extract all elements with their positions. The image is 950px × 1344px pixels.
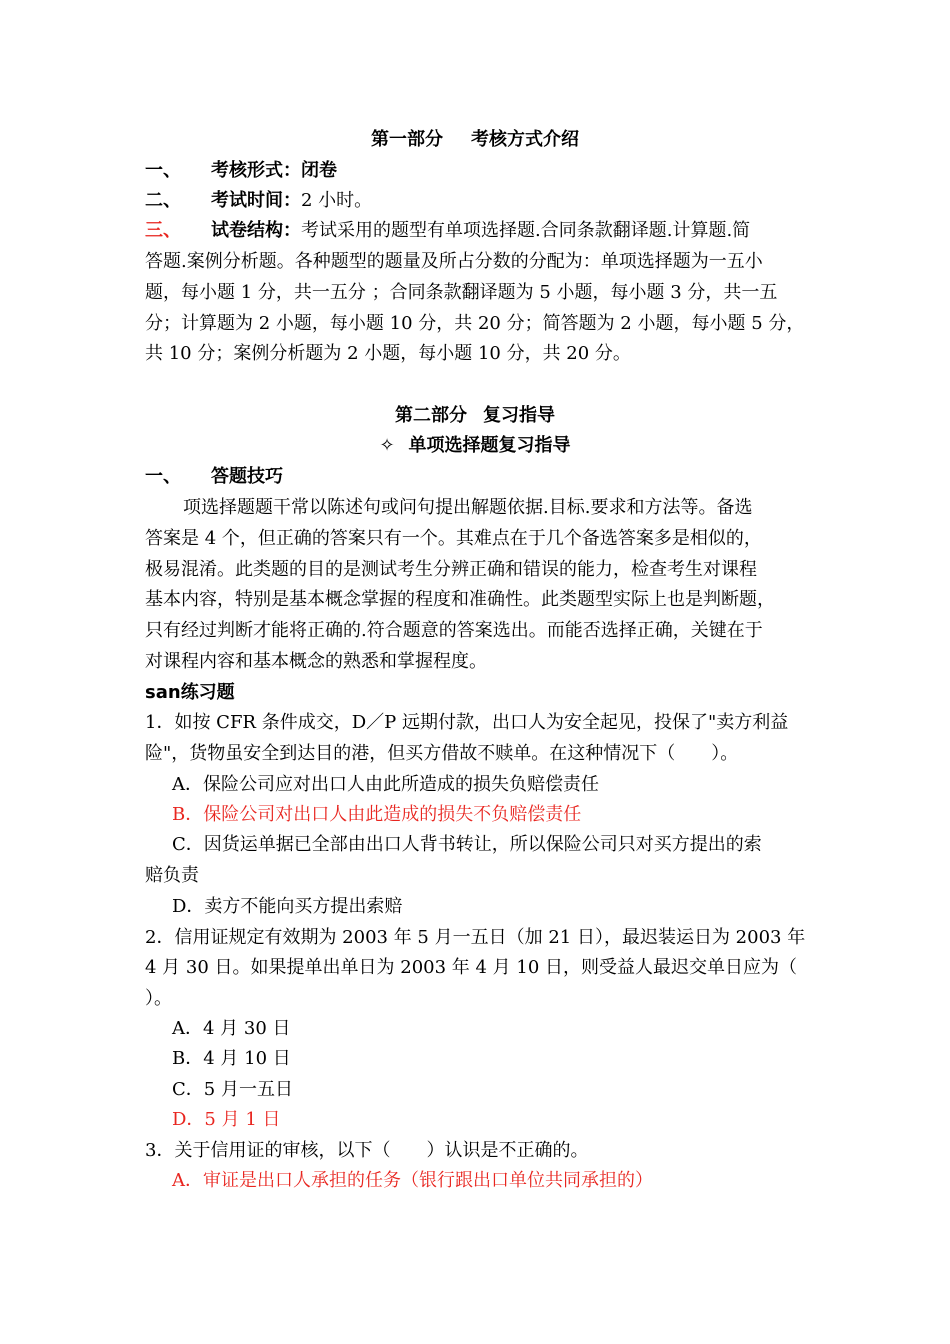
option-c: C．5 月一五日	[172, 1079, 293, 1100]
question-stem: 险"，货物虽安全到达目的港，但买方借故不赎单。在这种情况下（ ）。	[145, 743, 739, 764]
diamond-star-icon: ✧	[379, 435, 395, 456]
item-number: 二、	[145, 190, 181, 211]
paragraph-line: 答案是 4 个，但正确的答案只有一个。其难点在于几个备选答案多是相似的，	[145, 528, 762, 549]
paragraph-line: 题，每小题 1 分，共一五分 ；合同条款翻译题为 5 小题，每小题 3 分，共一五	[145, 282, 778, 303]
option-c: C．因货运单据已全部由出口人背书转让，所以保险公司只对买方提出的索	[172, 834, 762, 855]
part1-item2	[145, 189, 815, 213]
question-stem: 3．关于信用证的审核，以下（ ）认识是不正确的。	[145, 1140, 589, 1161]
exercise-heading	[145, 681, 815, 705]
question-stem: ）。	[145, 988, 172, 1009]
paragraph-line: 项选择题题干常以陈述句或问句提出解题依据.目标.要求和方法等。备选	[183, 497, 753, 518]
item-label: 考试时间：	[211, 190, 301, 211]
paragraph-line: 对课程内容和基本概念的熟悉和掌握程度。	[145, 651, 487, 672]
paragraph-line: 共 10 分；案例分析题为 2 小题，每小题 10 分，共 20 分。	[145, 343, 631, 364]
option-a-correct: A．审证是出口人承担的任务（银行跟出口单位共同承担的）	[172, 1170, 653, 1191]
option-a: A．保险公司应对出口人由此所造成的损失负赔偿责任	[172, 774, 599, 795]
part2-subtitle	[0, 434, 950, 458]
option-b-correct: B．保险公司对出口人由此造成的损失不负赔偿责任	[172, 804, 582, 825]
part1-item3	[145, 219, 815, 243]
section-number: 一、	[145, 466, 181, 487]
item-text: 考试采用的题型有单项选择题.合同条款翻译题.计算题.简	[301, 220, 751, 241]
part1-title	[0, 128, 950, 152]
part1-title-b: 考核方式介绍	[471, 129, 579, 150]
section-label: 答题技巧	[211, 466, 283, 487]
part1-title-a: 第一部分	[371, 129, 443, 150]
part1-item1	[145, 159, 815, 183]
option-b: B．4 月 10 日	[172, 1048, 291, 1069]
part2-title-b: 复习指导	[483, 405, 555, 426]
paragraph-line: 基本内容，特别是基本概念掌握的程度和准确性。此类题型实际上也是判断题，	[145, 589, 775, 610]
part2-title-a: 第二部分	[395, 405, 467, 426]
item-value: 2 小时。	[301, 190, 373, 211]
option-d: D．卖方不能向买方提出索赔	[172, 896, 403, 917]
question-stem: 1．如按 CFR 条件成交，D／P 远期付款，出口人为安全起见，投保了"卖方利益	[145, 712, 789, 733]
option-a: A．4 月 30 日	[172, 1018, 291, 1039]
part2-section1	[145, 465, 815, 489]
part2-title	[0, 404, 950, 428]
exercise-prefix: san	[145, 682, 181, 703]
exercise-title: 练习题	[180, 682, 235, 703]
item-number: 一、	[145, 160, 181, 181]
option-d-correct: D．5 月 1 日	[172, 1109, 281, 1130]
item-label: 考核形式：	[211, 160, 301, 181]
paragraph-line: 极易混淆。此类题的目的是测试考生分辨正确和错误的能力，检查考生对课程	[145, 559, 757, 580]
question-stem: 4 月 30 日。如果提单出单日为 2003 年 4 月 10 日，则受益人最迟交单日应为（	[145, 957, 798, 978]
subtitle-text: 单项选择题复习指导	[408, 435, 571, 456]
question-stem: 2．信用证规定有效期为 2003 年 5 月一五日（加 21 日），最迟装运日为 2003 年	[145, 927, 806, 948]
item-number: 三、	[145, 220, 181, 241]
item-label: 试卷结构：	[211, 220, 301, 241]
item-value: 闭卷	[301, 160, 337, 181]
paragraph-line: 只有经过判断才能将正确的.符合题意的答案选出。而能否选择正确，关键在于	[145, 620, 763, 641]
paragraph-line: 答题.案例分析题。各种题型的题量及所占分数的分配为：单项选择题为一五小	[145, 251, 763, 272]
option-c-cont: 赔负责	[145, 865, 199, 886]
paragraph-line: 分；计算题为 2 小题，每小题 10 分，共 20 分；简答题为 2 小题，每小题 5 分，	[145, 313, 805, 334]
